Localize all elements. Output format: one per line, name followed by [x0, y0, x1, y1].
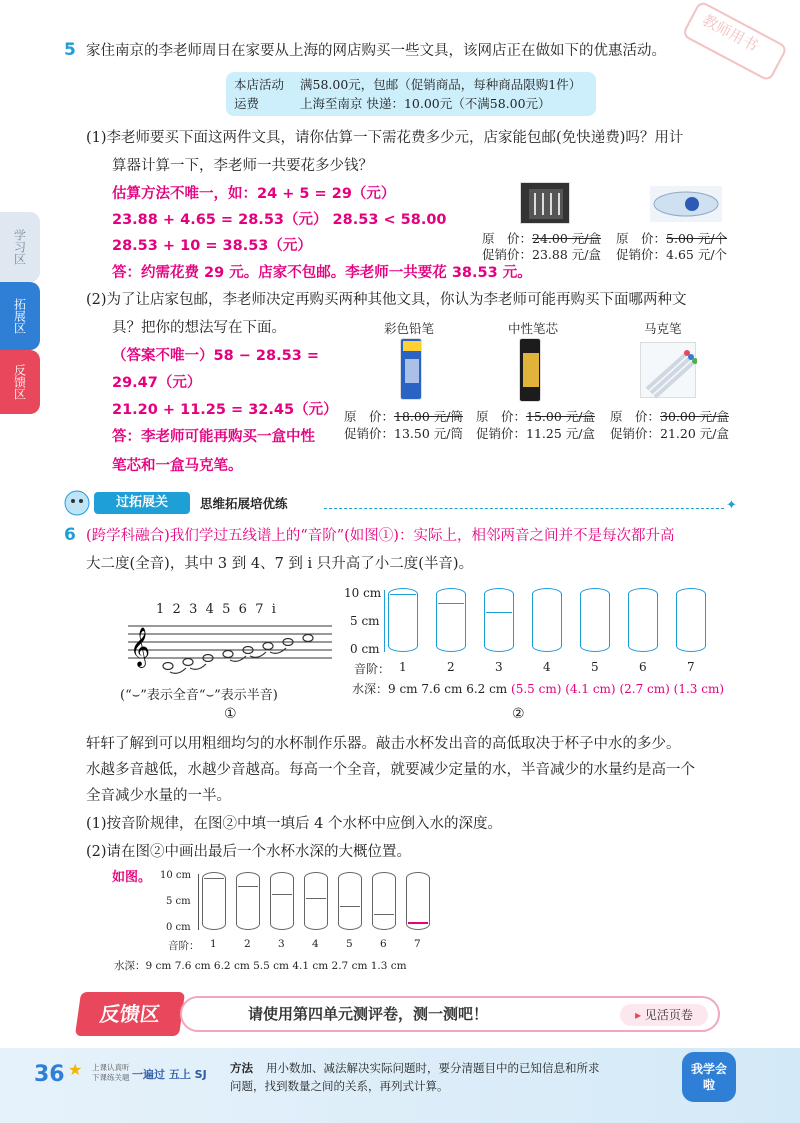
q5-part1-answer-2: 23.88 + 4.65 = 28.53（元） 28.53 < 58.00	[112, 212, 447, 228]
depth-answer-7: (1.3 cm)	[673, 682, 725, 696]
scale-degree-1: 1	[210, 938, 217, 950]
q6-question-2: (2)请在图②中画出最后一个水杯水深的大概位置。	[86, 844, 412, 860]
promo-text-1: 满58.00元，包邮（促销商品，每种商品限购1件）	[300, 77, 582, 92]
product-3-original: 原 价：30.00 元/盒	[610, 409, 729, 424]
sidebar-tab-feedback[interactable]: 反馈区	[0, 350, 40, 414]
svg-text:𝄞: 𝄞	[130, 627, 151, 667]
product-3-name: 马克笔	[644, 321, 682, 336]
method-label: 方法	[230, 1061, 253, 1075]
section-title: 过拓展关	[94, 492, 190, 514]
depth-answer-4: (5.5 cm)	[511, 682, 562, 696]
q6-line-1: (跨学科融合)我们学过五线谱上的“音阶”(如图①)：实际上，相邻两音之间并不是每次都升高	[86, 528, 675, 544]
y-tick-0: 0 cm	[350, 642, 380, 656]
water-level-6	[374, 914, 394, 915]
answer-label: 如图。	[112, 870, 152, 885]
water-level-5	[340, 906, 360, 907]
water-level-1	[204, 878, 224, 879]
scale-degree-2: 2	[244, 938, 251, 950]
product-1-sale: 促销价：13.50 元/筒	[344, 426, 463, 441]
small-scale-label: 音阶：	[168, 940, 200, 952]
scale-degree-6: 6	[380, 938, 387, 950]
scale-degree-4: 4	[543, 660, 551, 674]
see-worksheet-button[interactable]: ▸ 见活页卷	[620, 1004, 708, 1026]
scale-notes: 1 2 3 4 5 6 7 i	[156, 602, 276, 617]
product-2-name: 中性笔芯	[508, 321, 559, 336]
sidebar-tab-extend[interactable]: 拓展区	[0, 282, 40, 350]
small-y-tick-10: 10 cm	[160, 870, 191, 881]
sidebar-tab-study[interactable]: 学习区	[0, 212, 40, 282]
scale-degree-2: 2	[447, 660, 455, 674]
depth-answer-6: (2.7 cm)	[619, 682, 670, 696]
depth-answer-5: (4.1 cm)	[565, 682, 616, 696]
gel-pen-refill-image	[519, 338, 541, 402]
water-cup-2	[436, 588, 466, 652]
water-cup-1	[202, 872, 226, 930]
q5-part2-line2: 具？把你的想法写在下面。	[112, 320, 286, 336]
promo-text-2: 上海至南京 快递：10.00元（不满58.00元）	[300, 96, 551, 111]
scale-degree-5: 5	[591, 660, 599, 674]
item2-original-price: 原 价：5.00 元/个	[616, 231, 728, 246]
water-level-1	[390, 594, 416, 595]
question-5-text: 家住南京的李老师周日在家要从上海的网店购买一些文具，该网店正在做如下的优惠活动。	[86, 43, 666, 59]
slogan: 上课认真听 下课练关题	[92, 1063, 130, 1082]
section-divider	[324, 508, 724, 509]
item1-sale-price: 促销价：23.88 元/盒	[482, 247, 601, 262]
figure-1-label: ①	[224, 706, 237, 722]
q6-line-2: 大二度(全音)，其中 3 到 4、7 到 i 只升高了小二度(半音)。	[86, 556, 474, 572]
music-staff-figure	[120, 600, 340, 680]
play-icon: ▸	[635, 1008, 645, 1022]
brand: 一遍过 五上 SJ	[132, 1068, 207, 1081]
promo-label-1: 本店活动	[234, 77, 285, 92]
water-level-2	[238, 886, 258, 887]
section-subtitle: 思维拓展培优练	[200, 496, 288, 511]
star-badge-icon: ★	[68, 1060, 83, 1079]
water-level-3	[486, 612, 512, 613]
q5-part2-answer-1: （答案不唯一）58 − 28.53 =	[112, 348, 319, 364]
item1-original-price: 原 价：24.00 元/盒	[482, 231, 601, 246]
question-6-number: 6	[64, 525, 76, 545]
water-cup-6	[372, 872, 396, 930]
water-cup-6	[628, 588, 658, 652]
cups-container	[340, 584, 720, 664]
mascot-icon	[62, 488, 92, 518]
scale-degree-1: 1	[399, 660, 407, 674]
question-5-number: 5	[64, 40, 76, 60]
page-number: 36	[34, 1062, 65, 1087]
q5-part1-answer-4: 答：约需花费 29 元。店家不包邮。李老师一共要花 38.53 元。	[112, 265, 532, 281]
marker-pen-image	[640, 342, 696, 398]
small-depths-row: 水深：9 cm 7.6 cm 6.2 cm 5.5 cm 4.1 cm 2.7 cm 1.3 cm	[114, 960, 407, 972]
y-tick-5: 5 cm	[350, 614, 380, 628]
depth-row: 水深：9 cm 7.6 cm 6.2 cm (5.5 cm) (4.1 cm) (2.7 cm) (1.3 cm)	[352, 682, 725, 696]
water-cup-3	[270, 872, 294, 930]
q5-part2-line1: (2)为了让店家包邮，李老师决定再购买两种其他文具，你认为李老师可能再购买下面哪两种文	[86, 292, 687, 308]
star-icon: ✦	[726, 498, 737, 513]
staff-legend: (“⌣”表示全音“⌣”表示半音)	[120, 688, 278, 703]
q5-part1-line1: (1)李老师要买下面这两件文具，请你估算一下需花费多少元，店家能包邮(免快递费)吗？用计	[86, 130, 684, 146]
water-cup-3	[484, 588, 514, 652]
learned-badge[interactable]: 我学会啦	[682, 1052, 736, 1102]
method-text-2: 问题，找到数量之间的关系，再列式计算。	[230, 1079, 449, 1093]
feedback-text: 请使用第四单元测评卷，测一测吧！	[248, 1005, 489, 1023]
small-y-tick-0: 0 cm	[166, 922, 191, 933]
water-level-4	[306, 898, 326, 899]
scale-degree-6: 6	[639, 660, 647, 674]
q6-body-1: 轩轩了解到可以用粗细均匀的水杯制作乐器。敲击水杯发出音的高低取决于杯子中水的多少。	[86, 736, 681, 752]
scale-degree-4: 4	[312, 938, 319, 950]
item2-sale-price: 促销价：4.65 元/个	[616, 247, 728, 262]
pen-set-image	[520, 182, 570, 224]
small-y-tick-5: 5 cm	[166, 896, 191, 907]
q6-body-3: 全音减少水量的一半。	[86, 788, 231, 804]
scale-degree-7: 7	[414, 938, 421, 950]
product-2-sale: 促销价：11.25 元/盒	[476, 426, 595, 441]
q5-part2-answer-2: 29.47（元）	[112, 375, 202, 391]
method-text-1: 用小数加、减法解决实际问题时，要分清题目中的已知信息和所求	[266, 1061, 600, 1075]
water-cup-4	[532, 588, 562, 652]
scale-degree-3: 3	[278, 938, 285, 950]
scale-degree-5: 5	[346, 938, 353, 950]
scale-label: 音阶：	[354, 662, 391, 676]
q5-part1-answer-1: 估算方法不唯一，如：24 + 5 = 29（元）	[112, 186, 396, 202]
water-cup-7	[406, 872, 430, 930]
water-cup-1	[388, 588, 418, 652]
q6-body-2: 水越多音越低，水越少音越高。每高一个全音，就要减少定量的水，半音减少的水量约是高一个	[86, 762, 695, 778]
water-cup-5	[580, 588, 610, 652]
small-cups-container	[160, 868, 460, 938]
q5-part2-answer-3: 21.20 + 11.25 = 32.45（元）	[112, 402, 338, 418]
feedback-title: 反馈区	[75, 992, 185, 1036]
q5-part2-answer-5: 笔芯和一盒马克笔。	[112, 458, 243, 474]
water-level-7	[408, 922, 428, 924]
q5-part1-answer-3: 28.53 + 10 = 38.53（元）	[112, 238, 312, 254]
water-cup-5	[338, 872, 362, 930]
product-1-name: 彩色铅笔	[384, 321, 435, 336]
product-2-original: 原 价：15.00 元/盒	[476, 409, 595, 424]
scale-degree-3: 3	[495, 660, 503, 674]
small-degrees-row	[160, 938, 460, 952]
color-pencil-image	[400, 338, 422, 400]
scale-degree-7: 7	[687, 660, 695, 674]
water-cup-2	[236, 872, 260, 930]
watermark-stamp: 教师用书	[681, 0, 788, 82]
correction-tape-image	[650, 186, 722, 222]
q5-part2-answer-4: 答：李老师可能再购买一盒中性	[112, 429, 315, 445]
promo-box	[226, 72, 596, 116]
product-3-sale: 促销价：21.20 元/盒	[610, 426, 729, 441]
y-tick-10: 10 cm	[344, 586, 382, 600]
promo-label-2: 运费	[234, 96, 260, 111]
figure-2-label: ②	[512, 706, 525, 722]
section-header	[62, 492, 738, 514]
degrees-row	[340, 660, 720, 676]
q5-part1-line2: 算器计算一下，李老师一共要花多少钱？	[112, 158, 373, 174]
water-level-2	[438, 603, 464, 604]
product-1-original: 原 价：18.00 元/筒	[344, 409, 463, 424]
water-level-3	[272, 894, 292, 895]
q6-question-1: (1)按音阶规律，在图②中填一填后 4 个水杯中应倒入水的深度。	[86, 816, 502, 832]
water-cup-4	[304, 872, 328, 930]
water-cup-7	[676, 588, 706, 652]
